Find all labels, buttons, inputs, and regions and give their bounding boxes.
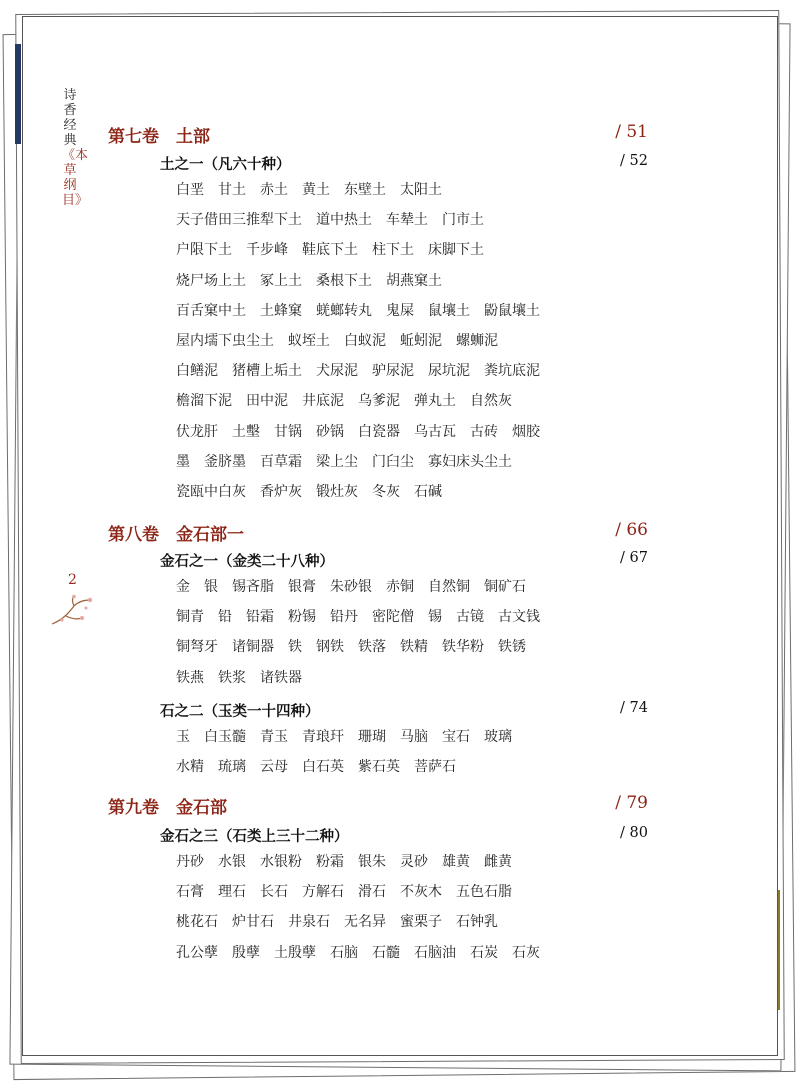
entry-item: 云母 <box>260 759 288 775</box>
entry-item: 寡妇床头尘土 <box>428 454 512 470</box>
entry-item: 香炉灰 <box>260 484 302 500</box>
entry-item: 土蜂窠 <box>260 303 302 319</box>
entry-item: 炉甘石 <box>232 914 274 930</box>
entry-item: 蜣螂转丸 <box>316 303 372 319</box>
entry-item: 弹丸土 <box>414 393 456 409</box>
entry-item: 灵砂 <box>400 854 428 870</box>
entry-item: 宝石 <box>442 729 470 745</box>
entry-item: 铅 <box>218 609 232 625</box>
entry-item: 驴尿泥 <box>372 363 414 379</box>
entry-row <box>176 481 456 503</box>
section-page: / 74 <box>620 700 648 716</box>
entry-row <box>176 851 526 873</box>
side-title-sub: 《本草纲目》 <box>62 148 89 208</box>
entry-item: 铜弩牙 <box>176 639 218 655</box>
entry-item: 梁上尘 <box>316 454 358 470</box>
entry-item: 铜青 <box>176 609 204 625</box>
entry-row <box>176 756 470 778</box>
entry-item: 檐溜下泥 <box>176 393 232 409</box>
volume-page: / 79 <box>615 793 648 813</box>
section-title: 金石之三（石类上三十二种） <box>160 829 349 845</box>
entry-item: 道中热土 <box>316 212 372 228</box>
entry-item: 珊瑚 <box>358 729 386 745</box>
entry-item: 白石英 <box>302 759 344 775</box>
entry-item: 银朱 <box>358 854 386 870</box>
entry-item: 桑根下土 <box>316 273 372 289</box>
entry-item: 白垩 <box>176 182 204 198</box>
entry-item: 白蚁泥 <box>344 333 386 349</box>
entry-item: 铅霜 <box>246 609 274 625</box>
entry-item: 水银 <box>218 854 246 870</box>
entry-item: 柱下土 <box>372 242 414 258</box>
entry-item: 甘锅 <box>274 424 302 440</box>
entry-item: 猪槽上垢土 <box>232 363 302 379</box>
entry-item: 铁锈 <box>498 639 526 655</box>
entry-row <box>176 451 526 473</box>
entry-item: 太阳土 <box>400 182 442 198</box>
entry-item: 紫石英 <box>358 759 400 775</box>
entry-item: 粉锡 <box>288 609 316 625</box>
entry-item: 理石 <box>218 884 246 900</box>
entry-item: 铁 <box>288 639 302 655</box>
entry-row <box>176 606 554 628</box>
entry-item: 密陀僧 <box>372 609 414 625</box>
entry-item: 铁燕 <box>176 670 204 686</box>
section-title: 金石之一（金类二十八种） <box>160 554 334 570</box>
entry-row <box>176 942 554 964</box>
entry-item: 水银粉 <box>260 854 302 870</box>
entry-item: 屋内壖下虫尘土 <box>176 333 274 349</box>
entry-item: 瓷瓯中白灰 <box>176 484 246 500</box>
entry-item: 釜脐墨 <box>204 454 246 470</box>
volume-heading <box>108 122 648 148</box>
entry-row <box>176 636 540 658</box>
entry-row <box>176 360 554 382</box>
entry-item: 土殷孽 <box>274 945 316 961</box>
entry-item: 千步峰 <box>246 242 288 258</box>
entry-item: 东壁土 <box>344 182 386 198</box>
entry-item: 赤土 <box>260 182 288 198</box>
entry-item: 门市土 <box>442 212 484 228</box>
entry-item: 户限下土 <box>176 242 232 258</box>
entry-item: 石钟乳 <box>456 914 498 930</box>
entry-item: 白玉髓 <box>204 729 246 745</box>
entry-item: 乌爹泥 <box>358 393 400 409</box>
entry-item: 伏龙肝 <box>176 424 218 440</box>
section-heading <box>160 700 648 722</box>
entry-item: 百舌窠中土 <box>176 303 246 319</box>
entry-item: 烟胶 <box>512 424 540 440</box>
entry-item: 铁华粉 <box>442 639 484 655</box>
entry-item: 鬼屎 <box>386 303 414 319</box>
entry-item: 殷孽 <box>232 945 260 961</box>
entry-item: 不灰木 <box>400 884 442 900</box>
entry-item: 滑石 <box>358 884 386 900</box>
entry-row <box>176 881 526 903</box>
entry-item: 马脑 <box>400 729 428 745</box>
entry-item: 铁精 <box>400 639 428 655</box>
entry-item: 玉 <box>176 729 190 745</box>
entry-item: 粉霜 <box>316 854 344 870</box>
entry-item: 百草霜 <box>260 454 302 470</box>
entry-item: 土墼 <box>232 424 260 440</box>
section-page: / 67 <box>620 550 648 566</box>
entry-item: 车辇土 <box>386 212 428 228</box>
entry-item: 门臼尘 <box>372 454 414 470</box>
entry-row <box>176 667 316 689</box>
volume-page: / 51 <box>615 122 648 142</box>
entry-item: 铁浆 <box>218 670 246 686</box>
entry-item: 钢铁 <box>316 639 344 655</box>
page-number: 2 <box>68 572 77 588</box>
entry-row <box>176 576 540 598</box>
entry-item: 琉璃 <box>218 759 246 775</box>
section-heading <box>160 825 648 847</box>
entry-item: 金 <box>176 579 190 595</box>
entry-item: 井泉石 <box>288 914 330 930</box>
entry-item: 丹砂 <box>176 854 204 870</box>
entry-item: 石炭 <box>470 945 498 961</box>
entry-item: 银 <box>204 579 218 595</box>
entry-item: 长石 <box>260 884 288 900</box>
volume-title: 第八卷 金石部一 <box>108 525 244 545</box>
entry-item: 诸铜器 <box>232 639 274 655</box>
entry-item: 石脑油 <box>414 945 456 961</box>
entry-item: 铜矿石 <box>484 579 526 595</box>
entry-item: 蜜栗子 <box>400 914 442 930</box>
entry-item: 石髓 <box>372 945 400 961</box>
entry-item: 铁落 <box>358 639 386 655</box>
entry-item: 黄土 <box>302 182 330 198</box>
entry-item: 蚁垤土 <box>288 333 330 349</box>
entry-row <box>176 239 498 261</box>
section-page: / 80 <box>620 825 648 841</box>
entry-row <box>176 421 554 443</box>
volume-title: 第七卷 土部 <box>108 127 210 147</box>
volume-heading <box>108 520 648 546</box>
section-title: 石之二（玉类一十四种） <box>160 704 320 720</box>
book-side-title <box>62 88 89 208</box>
entry-item: 朱砂银 <box>330 579 372 595</box>
entry-item: 古文钱 <box>498 609 540 625</box>
volume-heading <box>108 793 648 819</box>
entry-row <box>176 390 526 412</box>
side-title-main: 诗香经典 <box>63 88 77 148</box>
entry-item: 砂锅 <box>316 424 344 440</box>
entry-item: 玻璃 <box>484 729 512 745</box>
entry-row <box>176 726 526 748</box>
entry-item: 诸铁器 <box>260 670 302 686</box>
entry-row <box>176 270 456 292</box>
entry-item: 蚯蚓泥 <box>400 333 442 349</box>
entry-item: 田中泥 <box>246 393 288 409</box>
entry-item: 甘土 <box>218 182 246 198</box>
entry-item: 方解石 <box>302 884 344 900</box>
entry-item: 锡 <box>428 609 442 625</box>
entry-row <box>176 209 498 231</box>
entry-item: 锡吝脂 <box>232 579 274 595</box>
entry-item: 烧尸场上土 <box>176 273 246 289</box>
entry-item: 银膏 <box>288 579 316 595</box>
entry-item: 冬灰 <box>372 484 400 500</box>
entry-item: 自然铜 <box>428 579 470 595</box>
entry-item: 无名异 <box>344 914 386 930</box>
entry-row <box>176 300 554 322</box>
entry-item: 床脚下土 <box>428 242 484 258</box>
entry-item: 石灰 <box>512 945 540 961</box>
entry-item: 白鳝泥 <box>176 363 218 379</box>
entry-item: 古镜 <box>456 609 484 625</box>
volume-page: / 66 <box>615 520 648 540</box>
entry-item: 鞋底下土 <box>302 242 358 258</box>
entry-item: 尿坑泥 <box>428 363 470 379</box>
entry-item: 青玉 <box>260 729 288 745</box>
entry-item: 石脑 <box>330 945 358 961</box>
entry-item: 铅丹 <box>330 609 358 625</box>
entry-item: 石膏 <box>176 884 204 900</box>
entry-item: 石碱 <box>414 484 442 500</box>
entry-item: 胡燕窠土 <box>386 273 442 289</box>
cover-edge-blue <box>15 44 21 144</box>
entry-item: 鼠壤土 <box>428 303 470 319</box>
entry-item: 墨 <box>176 454 190 470</box>
entry-item: 菩萨石 <box>414 759 456 775</box>
entry-item: 自然灰 <box>470 393 512 409</box>
section-title: 土之一（凡六十种） <box>160 157 291 173</box>
entry-row <box>176 911 512 933</box>
section-page: / 52 <box>620 153 648 169</box>
entry-item: 螺蛳泥 <box>456 333 498 349</box>
entry-item: 鼢鼠壤土 <box>484 303 540 319</box>
section-heading <box>160 550 648 572</box>
entry-item: 雌黄 <box>484 854 512 870</box>
entry-row <box>176 330 512 352</box>
entry-item: 犬尿泥 <box>316 363 358 379</box>
entry-item: 粪坑底泥 <box>484 363 540 379</box>
entry-item: 桃花石 <box>176 914 218 930</box>
entry-item: 白瓷器 <box>358 424 400 440</box>
entry-item: 天子借田三推犁下土 <box>176 212 302 228</box>
section-heading <box>160 153 648 175</box>
entry-item: 水精 <box>176 759 204 775</box>
entry-item: 雄黄 <box>442 854 470 870</box>
entry-item: 古砖 <box>470 424 498 440</box>
entry-item: 井底泥 <box>302 393 344 409</box>
entry-item: 锻灶灰 <box>316 484 358 500</box>
entry-item: 青琅玕 <box>302 729 344 745</box>
entry-item: 五色石脂 <box>456 884 512 900</box>
entry-item: 乌古瓦 <box>414 424 456 440</box>
entry-item: 赤铜 <box>386 579 414 595</box>
entry-row <box>176 179 456 201</box>
entry-item: 孔公孽 <box>176 945 218 961</box>
entry-item: 冢上土 <box>260 273 302 289</box>
volume-title: 第九卷 金石部 <box>108 798 227 818</box>
plum-blossom-icon <box>48 594 96 630</box>
